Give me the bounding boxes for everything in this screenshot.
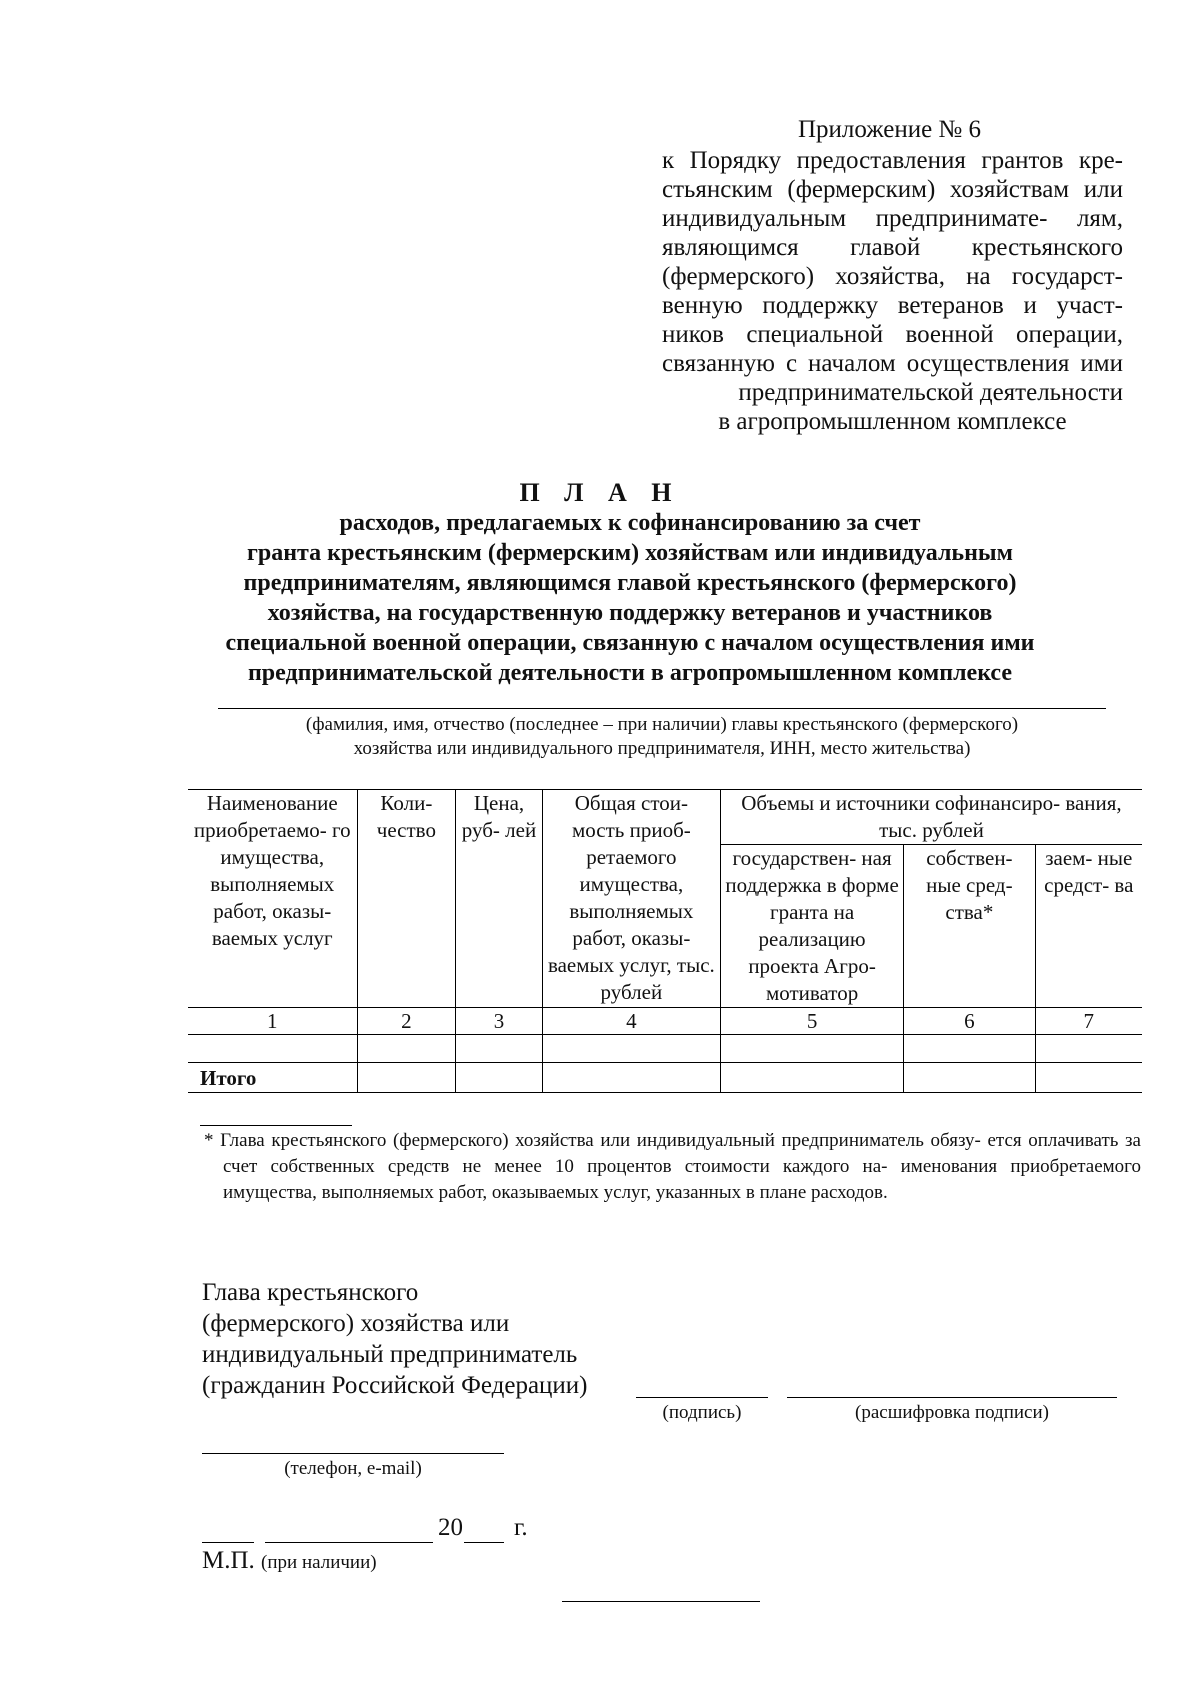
- signature-decode-caption: (расшифровка подписи): [855, 1402, 1049, 1423]
- table-cell[interactable]: [904, 1035, 1035, 1063]
- header-item-name: Наименование приобретаемо- го имущества, выполняемых работ, оказы- ваемых услуг: [188, 790, 357, 1008]
- column-number-row: [188, 1008, 1142, 1035]
- table-cell[interactable]: [542, 1035, 720, 1063]
- column-number: 7: [1035, 1008, 1142, 1035]
- bottom-divider: [562, 1601, 760, 1602]
- header-own-funds: собствен- ные сред- ства*: [904, 845, 1035, 1008]
- header-total-cost: Общая стои- мость приоб- ретаемого имущества, выполняемых работ, оказы- ваемых услуг, тыс. рублей: [542, 790, 720, 1008]
- appendix-line: к Порядку предоставления грантов кре-: [662, 147, 1123, 174]
- footnote-divider: [200, 1125, 352, 1126]
- table-cell[interactable]: [456, 1063, 543, 1093]
- header-quantity: Коли- чество: [357, 790, 456, 1008]
- signature-blank[interactable]: [636, 1397, 768, 1398]
- signature-decode-blank[interactable]: [787, 1397, 1117, 1398]
- appendix-line: лям, являющимся главой крестьянского: [662, 205, 1123, 261]
- phone-email-blank[interactable]: [202, 1453, 504, 1454]
- applicant-name-blank[interactable]: [218, 708, 1106, 709]
- footnote: * Глава крестьянского (фермерского) хозяйства или индивидуальный предприниматель обязу- ется оплачивать за счет собственных средств не менее 10 процентов стоимости каждого на- именования приобретаемого имущества, выполняемых работ, оказываемых услуг, указанных в плане расходов.: [204, 1130, 1141, 1203]
- header-cofinancing-group: Объемы и источники софинансиро- вания, тыс. рублей: [720, 790, 1142, 845]
- appendix-text: [662, 146, 1123, 436]
- appendix-title: Приложение № 6: [798, 116, 982, 143]
- table-cell[interactable]: [357, 1035, 456, 1063]
- appendix-line: стьянским (фермерским) хозяйствам: [662, 176, 1070, 203]
- column-number: 1: [188, 1008, 357, 1035]
- header-state-support: государствен- ная поддержка в форме гранта на реализацию проекта Агро- мотиватор: [720, 845, 903, 1008]
- signer-line: Глава крестьянского: [202, 1279, 419, 1306]
- column-number: 4: [542, 1008, 720, 1035]
- header-borrowed-funds: заем- ные средст- ва: [1035, 845, 1142, 1008]
- appendix-last-line: в агропромышленном комплексе: [718, 408, 1067, 435]
- column-number: 2: [357, 1008, 456, 1035]
- appendix-line: ников специальной военной операции,: [662, 321, 1123, 348]
- total-label: Итого: [188, 1063, 357, 1093]
- table-cell[interactable]: [720, 1063, 903, 1093]
- date-line: [202, 1514, 602, 1548]
- signer-title: [202, 1277, 588, 1401]
- table-row: [188, 1035, 1142, 1063]
- table-cell[interactable]: [904, 1063, 1035, 1093]
- phone-email-caption: (телефон, e-mail): [284, 1458, 422, 1479]
- plan-subtitle-line: предпринимательской деятельности в агропромышленном комплексе: [247, 660, 1013, 686]
- expense-table: [188, 789, 1142, 1093]
- caption-line: (фамилия, имя, отчество (последнее – при наличии) главы крестьянского (фермерского): [305, 714, 1019, 735]
- stamp-label: М.П.: [202, 1547, 255, 1574]
- table-cell[interactable]: [357, 1063, 456, 1093]
- column-number: 3: [456, 1008, 543, 1035]
- plan-title: П Л А Н: [519, 478, 681, 507]
- appendix-line: ими предпринимательской деятельности: [738, 350, 1123, 406]
- signer-line: индивидуальный предприниматель: [202, 1341, 578, 1368]
- plan-subtitle-line: специальной военной операции, связанную с началом осуществления ими: [225, 630, 1035, 656]
- table-header-row: [188, 790, 1142, 845]
- table-cell[interactable]: [1035, 1035, 1142, 1063]
- column-number: 6: [904, 1008, 1035, 1035]
- plan-subtitle: [150, 508, 1110, 688]
- signer-line: (гражданин Российской Федерации): [202, 1372, 588, 1399]
- date-year-prefix: 20: [438, 1514, 463, 1541]
- date-year-suffix: г.: [514, 1514, 528, 1541]
- applicant-name-caption: [218, 713, 1106, 761]
- stamp-note: (при наличии): [261, 1552, 377, 1573]
- caption-line: хозяйства или индивидуального предпринимателя, ИНН, место жительства): [353, 738, 971, 759]
- date-day-blank[interactable]: [202, 1542, 254, 1543]
- table-cell[interactable]: [542, 1063, 720, 1093]
- plan-subtitle-line: предпринимателям, являющимся главой крестьянского (фермерского): [243, 570, 1017, 596]
- total-row: [188, 1063, 1142, 1093]
- plan-subtitle-line: расходов, предлагаемых к софинансированию за счет: [339, 510, 921, 536]
- plan-subtitle-line: гранта крестьянским (фермерским) хозяйствам или индивидуальным: [246, 540, 1014, 566]
- date-year-blank[interactable]: [464, 1542, 504, 1543]
- column-number: 5: [720, 1008, 903, 1035]
- table-cell[interactable]: [456, 1035, 543, 1063]
- signer-line: (фермерского) хозяйства или: [202, 1310, 510, 1337]
- appendix-line: венную поддержку ветеранов и участ-: [662, 292, 1123, 319]
- appendix-line: или индивидуальным предпринимате-: [662, 176, 1123, 232]
- appendix-line: связанную с началом осуществления: [662, 350, 1070, 377]
- header-price: Цена, руб- лей: [456, 790, 543, 1008]
- table-cell[interactable]: [1035, 1063, 1142, 1093]
- appendix-line: (фермерского) хозяйства, на государст-: [662, 263, 1123, 290]
- table-cell[interactable]: [188, 1035, 357, 1063]
- table-cell[interactable]: [720, 1035, 903, 1063]
- plan-subtitle-line: хозяйства, на государственную поддержку ветеранов и участников: [267, 600, 993, 626]
- date-month-blank[interactable]: [265, 1542, 433, 1543]
- signature-caption: (подпись): [662, 1402, 742, 1423]
- stamp-place: [202, 1547, 377, 1575]
